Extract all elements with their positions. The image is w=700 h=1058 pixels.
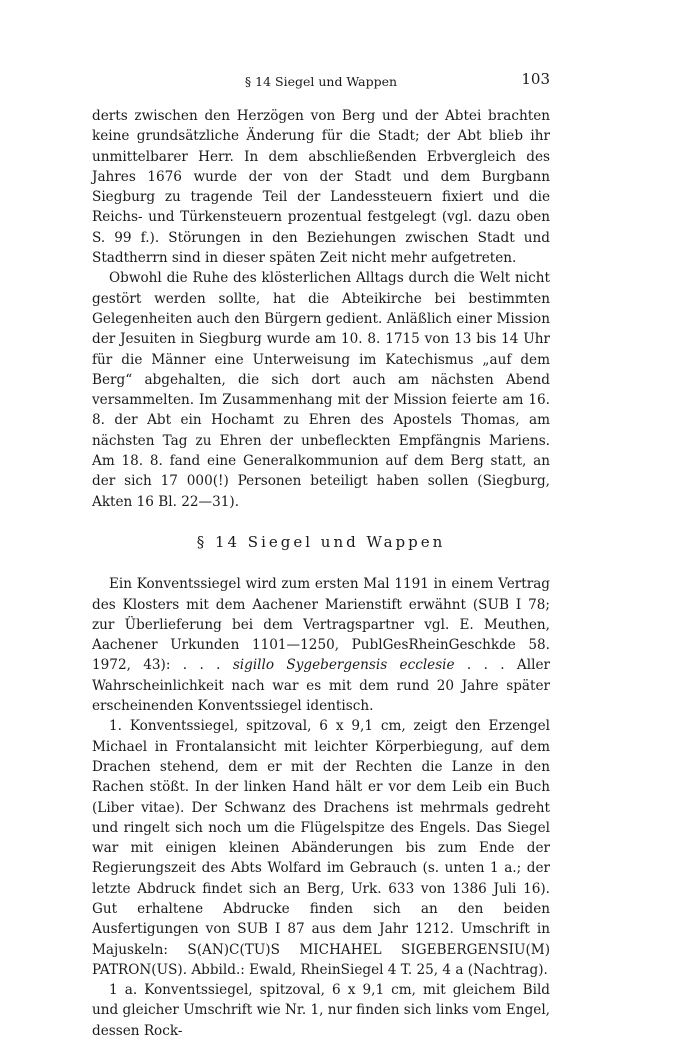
intro-text-2: . . . Aller Wahrscheinlichkeit nach war es mit dem rund 20 Jahre später erscheinenden Konventssiegel identisch. (92, 657, 550, 715)
intro-text-1: Ein Konventssiegel wird zum ersten Mal 1191 in einem Vertrag des Klosters mit dem Aachener Marienstift erwähnt (SUB I 78; zur Überlieferung bei dem Vertragspartner vgl. E. Meuthen, Aachener Urkunden 1101—1250, PublGesRheinGeschkde 58. 1972, 43): . . . (92, 576, 550, 674)
paragraph-intro (92, 574, 550, 716)
paragraph: 1 a. Konventssiegel, spitzoval, 6 x 9,1 cm, mit gleichem Bild und gleicher Umschrift wie Nr. 1, nur finden sich links vom Engel, dessen Rock- (92, 982, 550, 1039)
body-text (92, 106, 550, 1041)
intro-italic-quote: sigillo Sygebergensis ecclesie (232, 657, 455, 674)
paragraph: derts zwischen den Herzögen von Berg und der Abtei brachten keine grundsätzliche Änderung für die Stadt; der Abt blieb ihr unmittelbarer Herr. In dem abschließenden Erbvergleich des Jahres 1676 wurde der von der Stadt und dem Burgbann Siegburg zu tragende Teil der Landessteuern fixiert und die Reichs- und Türkensteuern prozentual festgelegt (vgl. dazu oben S. 99 f.). Störungen in den Beziehungen zwischen Stadt und Stadtherrn sind in dieser späten Zeit nicht mehr aufgetreten. (92, 108, 550, 267)
book-page (92, 70, 550, 1041)
page-number: 103 (521, 70, 550, 88)
running-head-title: § 14 Siegel und Wappen (244, 74, 398, 89)
section-heading: § 14 Siegel und Wappen (196, 532, 446, 551)
running-head (92, 70, 550, 94)
paragraph: Obwohl die Ruhe des klösterlichen Alltags durch die Welt nicht gestört werden sollte, hat die Abteikirche bei bestimmten Gelegenheiten auch den Bürgern gedient. Anläßlich einer Mission der Jesuiten in Siegburg wurde am 10. 8. 1715 von 13 bis 14 Uhr für die Männer eine Unterweisung im Katechismus „auf dem Berg“ abgehalten, die sich dort auch am nächsten Abend versammelten. Im Zusammenhang mit der Mission feierte am 16. 8. der Abt ein Hochamt zu Ehren des Apostels Thomas, am nächsten Tag zu Ehren der unbefleckten Empfängnis Mariens. Am 18. 8. fand eine Generalkommunion auf dem Berg statt, an der sich 17 000(!) Personen beteiligt haben sollen (Siegburg, Akten 16 Bl. 22—31). (92, 270, 550, 510)
paragraph: 1. Konventssiegel, spitzoval, 6 x 9,1 cm, zeigt den Erzengel Michael in Frontalansicht mit leichter Körperbiegung, auf dem Drachen stehend, dem er mit der Rechten die Lanze in den Rachen stößt. In der linken Hand hält er vor dem Leib ein Buch (Liber vitae). Der Schwanz des Drachens ist mehrmals gedreht und ringelt sich noch um die Flügelspitze des Engels. Das Siegel war mit einigen kleinen Abänderungen bis zum Ende der Regierungszeit des Abts Wolfard im Gebrauch (s. unten 1 a.; der letzte Abdruck findet sich an Berg, Urk. 633 von 1386 Juli 16). Gut erhaltene Abdrucke finden sich an den beiden Ausfertigungen von SUB I 87 aus dem Jahr 1212. Umschrift in Majuskeln: S(AN)C(TU)S MICHAHEL SIGEBERGENSIU(M) PATRON(US). Abbild.: Ewald, RheinSiegel 4 T. 25, 4 a (Nachtrag). (92, 718, 550, 978)
